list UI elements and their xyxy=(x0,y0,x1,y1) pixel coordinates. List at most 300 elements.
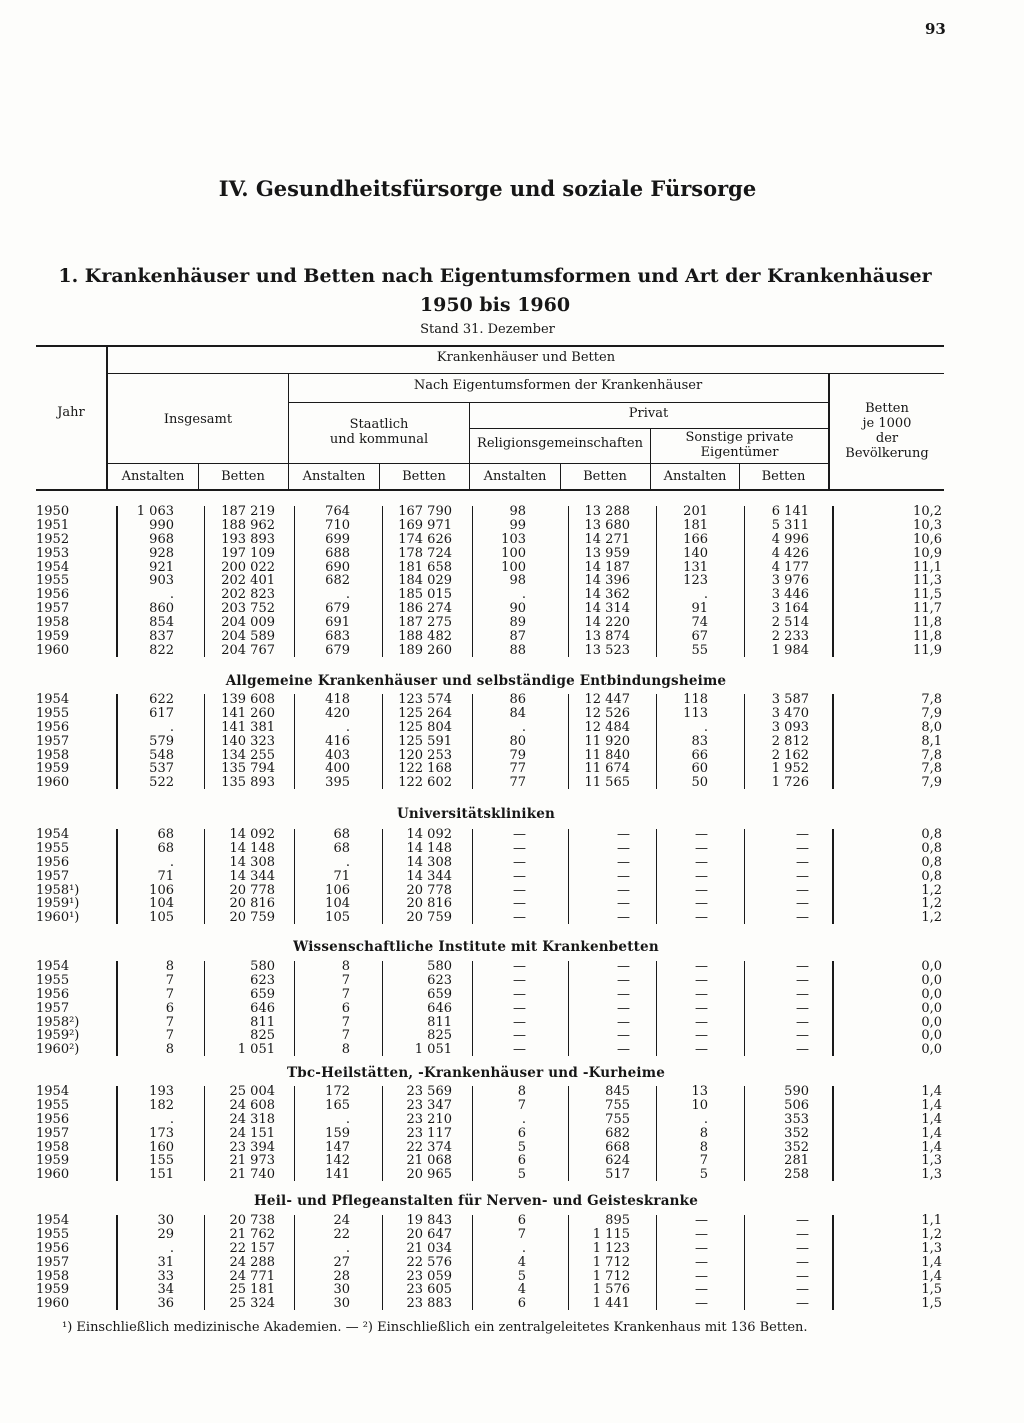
column-divider xyxy=(832,829,834,924)
cell-anstalten-staatlich: 7 xyxy=(341,1014,350,1030)
header-jahr: Jahr xyxy=(57,405,85,420)
cell-year: 1958¹) xyxy=(36,882,80,898)
cell-anstalten-religion: 4 xyxy=(517,1254,526,1270)
cell-betten-sonstige: — xyxy=(796,840,809,856)
cell-betten-staatlich: 169 971 xyxy=(398,517,452,533)
cell-betten-staatlich: 20 816 xyxy=(406,896,452,912)
cell-anstalten-religion: — xyxy=(513,1000,526,1016)
cell-betten-staatlich: 122 168 xyxy=(398,761,452,777)
header-rule xyxy=(289,402,828,403)
cell-betten-je-1000: 0,0 xyxy=(921,1014,942,1030)
cell-anstalten-sonstige: — xyxy=(695,827,708,842)
cell-betten-sonstige: 2 514 xyxy=(771,615,809,631)
column-divider xyxy=(116,1086,118,1181)
cell-betten-staatlich: 14 344 xyxy=(406,868,452,884)
cell-year: 1954 xyxy=(36,827,70,842)
header-anstalten: Anstalten xyxy=(121,469,185,484)
cell-anstalten-sonstige: — xyxy=(695,854,708,870)
cell-betten-insgesamt: 187 219 xyxy=(221,504,275,519)
cell-anstalten-religion: 87 xyxy=(509,629,526,645)
cell-betten-insgesamt: 14 148 xyxy=(229,840,275,856)
cell-anstalten-sonstige: 166 xyxy=(683,531,708,547)
cell-betten-je-1000: 10,3 xyxy=(913,517,942,533)
cell-betten-sonstige: 5 311 xyxy=(771,517,809,533)
header-betten: Betten xyxy=(221,469,265,484)
cell-betten-insgesamt: 134 255 xyxy=(221,747,275,763)
cell-anstalten-insgesamt: 548 xyxy=(149,747,174,763)
cell-betten-sonstige: — xyxy=(796,1296,809,1312)
cell-betten-je-1000: 0,0 xyxy=(921,1042,942,1058)
cell-betten-religion: 11 840 xyxy=(584,747,630,763)
cell-betten-staatlich: 185 015 xyxy=(398,587,452,603)
cell-anstalten-sonstige: . xyxy=(703,587,708,603)
cell-anstalten-insgesamt: 622 xyxy=(149,692,174,707)
cell-betten-insgesamt: 24 771 xyxy=(229,1268,275,1284)
cell-betten-religion: — xyxy=(617,972,630,988)
cell-anstalten-sonstige: 50 xyxy=(691,775,708,791)
cell-anstalten-religion: 8 xyxy=(517,1084,526,1099)
footnote: ¹) Einschließlich medizinische Akademien. — ²) Einschließlich ein zentralgeleitetes Krankenhaus mit 136 Betten. xyxy=(62,1320,808,1335)
cell-anstalten-staatlich: 68 xyxy=(333,827,350,842)
cell-year: 1959¹) xyxy=(36,896,80,912)
column-divider xyxy=(294,961,295,1056)
cell-anstalten-insgesamt: 1 063 xyxy=(136,504,174,519)
cell-betten-sonstige: — xyxy=(796,854,809,870)
cell-betten-religion: 11 920 xyxy=(584,733,630,749)
cell-betten-staatlich: 174 626 xyxy=(398,531,452,547)
cell-betten-insgesamt: 204 589 xyxy=(221,629,275,645)
cell-anstalten-religion: 89 xyxy=(509,615,526,631)
cell-betten-staatlich: 120 253 xyxy=(398,747,452,763)
cell-betten-religion: 12 526 xyxy=(584,705,630,721)
cell-betten-staatlich: 122 602 xyxy=(398,775,452,791)
cell-betten-insgesamt: 623 xyxy=(250,972,275,988)
cell-betten-staatlich: 23 883 xyxy=(406,1296,452,1312)
column-divider xyxy=(382,694,383,789)
cell-anstalten-sonstige: — xyxy=(695,882,708,898)
cell-betten-je-1000: 0,0 xyxy=(921,959,942,974)
section-title: Universitätskliniken xyxy=(396,806,556,822)
header-top-rule xyxy=(36,345,944,347)
cell-anstalten-insgesamt: 104 xyxy=(149,896,174,912)
column-divider xyxy=(744,1086,745,1181)
header-betten-je-line4: Bevölkerung xyxy=(845,446,929,461)
cell-betten-insgesamt: 659 xyxy=(250,986,275,1002)
cell-betten-religion: 624 xyxy=(605,1153,630,1169)
cell-anstalten-sonstige: — xyxy=(695,1213,708,1228)
cell-anstalten-sonstige: 140 xyxy=(683,545,708,561)
header-nach-eigentumsformen: Nach Eigentumsformen der Krankenhäuser xyxy=(413,378,703,393)
cell-year: 1955 xyxy=(36,840,70,856)
cell-betten-religion: 668 xyxy=(605,1139,630,1155)
cell-anstalten-insgesamt: 8 xyxy=(165,959,174,974)
cell-betten-je-1000: 1,2 xyxy=(921,910,942,926)
cell-year: 1955 xyxy=(36,972,70,988)
cell-betten-je-1000: 1,2 xyxy=(921,882,942,898)
cell-anstalten-staatlich: 416 xyxy=(325,733,350,749)
cell-anstalten-religion: — xyxy=(513,840,526,856)
cell-betten-insgesamt: 24 288 xyxy=(229,1254,275,1270)
column-divider xyxy=(656,961,657,1056)
cell-betten-je-1000: 0,0 xyxy=(921,986,942,1002)
cell-betten-insgesamt: 21 973 xyxy=(229,1153,275,1169)
cell-anstalten-sonstige: — xyxy=(695,1014,708,1030)
cell-betten-insgesamt: 197 109 xyxy=(221,545,275,561)
cell-betten-staatlich: 1 051 xyxy=(414,1042,452,1058)
cell-anstalten-sonstige: — xyxy=(695,1296,708,1312)
cell-anstalten-sonstige: 7 xyxy=(699,1153,708,1169)
cell-betten-je-1000: 1,4 xyxy=(921,1268,942,1284)
cell-anstalten-staatlich: . xyxy=(345,587,350,603)
cell-betten-je-1000: 0,8 xyxy=(921,840,942,856)
cell-anstalten-sonstige: . xyxy=(703,1111,708,1127)
cell-anstalten-sonstige: 118 xyxy=(683,692,708,707)
cell-anstalten-insgesamt: 33 xyxy=(157,1268,174,1284)
cell-anstalten-staatlich: 679 xyxy=(325,601,350,617)
cell-betten-religion: — xyxy=(617,840,630,856)
column-divider xyxy=(744,961,745,1056)
cell-anstalten-religion: — xyxy=(513,882,526,898)
cell-year: 1958²) xyxy=(36,1014,80,1030)
cell-anstalten-sonstige: 8 xyxy=(699,1125,708,1141)
column-divider xyxy=(382,829,383,924)
cell-betten-staatlich: 20 965 xyxy=(406,1167,452,1183)
cell-betten-sonstige: 258 xyxy=(784,1167,809,1183)
header-staatlich-line2: und kommunal xyxy=(329,432,429,447)
header-religion: Religionsgemeinschaften xyxy=(477,436,643,451)
cell-anstalten-religion: — xyxy=(513,1014,526,1030)
cell-anstalten-religion: 6 xyxy=(517,1213,526,1228)
cell-betten-insgesamt: 20 738 xyxy=(229,1213,275,1228)
cell-betten-insgesamt: 811 xyxy=(250,1014,275,1030)
cell-anstalten-religion: 7 xyxy=(517,1226,526,1242)
cell-anstalten-religion: 100 xyxy=(501,545,526,561)
cell-betten-staatlich: 811 xyxy=(427,1014,452,1030)
cell-betten-je-1000: 10,9 xyxy=(913,545,942,561)
cell-anstalten-insgesamt: 29 xyxy=(157,1226,174,1242)
cell-betten-staatlich: 187 275 xyxy=(398,615,452,631)
cell-betten-je-1000: 1,1 xyxy=(921,1213,942,1228)
cell-betten-religion: 12 447 xyxy=(584,692,630,707)
cell-betten-staatlich: 20 778 xyxy=(406,882,452,898)
cell-betten-sonstige: 352 xyxy=(784,1139,809,1155)
cell-year: 1959²) xyxy=(36,1028,80,1044)
cell-betten-religion: — xyxy=(617,1014,630,1030)
cell-year: 1960 xyxy=(36,1296,70,1312)
column-divider xyxy=(656,694,657,789)
cell-betten-sonstige: 2 812 xyxy=(771,733,809,749)
cell-anstalten-insgesamt: 968 xyxy=(149,531,174,547)
cell-betten-insgesamt: 825 xyxy=(250,1028,275,1044)
cell-betten-je-1000: 0,8 xyxy=(921,868,942,884)
cell-betten-religion: — xyxy=(617,896,630,912)
cell-anstalten-insgesamt: . xyxy=(169,587,174,603)
cell-anstalten-sonstige: — xyxy=(695,1042,708,1058)
header-betten-je-line1: Betten xyxy=(865,401,909,416)
cell-betten-sonstige: — xyxy=(796,959,809,974)
cell-betten-religion: 1 712 xyxy=(592,1254,630,1270)
cell-anstalten-staatlich: 147 xyxy=(325,1139,350,1155)
cell-betten-staatlich: 20 759 xyxy=(406,910,452,926)
cell-anstalten-insgesamt: 30 xyxy=(157,1213,174,1228)
cell-anstalten-staatlich: 710 xyxy=(325,517,350,533)
cell-betten-religion: 13 874 xyxy=(584,629,630,645)
cell-betten-religion: 682 xyxy=(605,1125,630,1141)
cell-betten-staatlich: 14 148 xyxy=(406,840,452,856)
cell-anstalten-sonstige: 8 xyxy=(699,1139,708,1155)
cell-betten-insgesamt: 204 767 xyxy=(221,642,275,658)
cell-betten-sonstige: — xyxy=(796,1014,809,1030)
cell-betten-je-1000: 10,2 xyxy=(913,504,942,519)
cell-anstalten-religion: 7 xyxy=(517,1097,526,1113)
header-anstalten: Anstalten xyxy=(483,469,547,484)
cell-anstalten-religion: 5 xyxy=(517,1167,526,1183)
cell-betten-sonstige: — xyxy=(796,896,809,912)
cell-betten-staatlich: 23 210 xyxy=(406,1111,452,1127)
cell-anstalten-religion: — xyxy=(513,972,526,988)
cell-year: 1951 xyxy=(36,517,70,533)
cell-betten-staatlich: 14 092 xyxy=(406,827,452,842)
cell-year: 1959 xyxy=(36,1282,70,1298)
cell-year: 1960 xyxy=(36,1167,70,1183)
cell-betten-staatlich: 23 605 xyxy=(406,1282,452,1298)
cell-betten-insgesamt: 22 157 xyxy=(229,1240,275,1256)
cell-betten-insgesamt: 135 893 xyxy=(221,775,275,791)
table-title xyxy=(0,262,990,320)
cell-anstalten-staatlich: 420 xyxy=(325,705,350,721)
cell-anstalten-religion: — xyxy=(513,1028,526,1044)
cell-year: 1960¹) xyxy=(36,910,80,926)
cell-anstalten-insgesamt: 854 xyxy=(149,615,174,631)
cell-betten-religion: 1 576 xyxy=(592,1282,630,1298)
column-divider xyxy=(656,829,657,924)
cell-betten-religion: 14 396 xyxy=(584,573,630,589)
cell-year: 1958 xyxy=(36,615,70,631)
cell-betten-sonstige: 4 426 xyxy=(771,545,809,561)
cell-betten-staatlich: 659 xyxy=(427,986,452,1002)
cell-anstalten-religion: — xyxy=(513,896,526,912)
cell-anstalten-religion: . xyxy=(521,719,526,735)
cell-betten-je-1000: 7,8 xyxy=(921,692,942,707)
cell-anstalten-religion: 90 xyxy=(509,601,526,617)
cell-betten-staatlich: 125 591 xyxy=(398,733,452,749)
header-sonstige xyxy=(651,430,828,460)
cell-betten-insgesamt: 14 092 xyxy=(229,827,275,842)
cell-betten-sonstige: 1 952 xyxy=(771,761,809,777)
cell-anstalten-insgesamt: 68 xyxy=(157,840,174,856)
cell-year: 1954 xyxy=(36,559,70,575)
cell-anstalten-insgesamt: 68 xyxy=(157,827,174,842)
cell-betten-je-1000: 7,8 xyxy=(921,761,942,777)
cell-betten-staatlich: 580 xyxy=(427,959,452,974)
column-divider xyxy=(472,829,473,924)
column-divider xyxy=(472,694,473,789)
chapter-title: IV. Gesundheitsfürsorge und soziale Fürsorge xyxy=(218,176,757,201)
cell-anstalten-religion: 6 xyxy=(517,1125,526,1141)
cell-anstalten-insgesamt: 151 xyxy=(149,1167,174,1183)
column-divider xyxy=(832,506,834,657)
cell-anstalten-staatlich: 690 xyxy=(325,559,350,575)
cell-anstalten-staatlich: 682 xyxy=(325,573,350,589)
cell-betten-je-1000: 1,4 xyxy=(921,1111,942,1127)
column-divider xyxy=(204,506,205,657)
cell-betten-insgesamt: 139 608 xyxy=(221,692,275,707)
cell-betten-staatlich: 23 117 xyxy=(406,1125,452,1141)
cell-anstalten-insgesamt: 522 xyxy=(149,775,174,791)
cell-betten-insgesamt: 14 344 xyxy=(229,868,275,884)
column-divider xyxy=(116,506,118,657)
cell-anstalten-insgesamt: 822 xyxy=(149,642,174,658)
column-divider xyxy=(204,1215,205,1310)
column-divider xyxy=(294,506,295,657)
cell-betten-je-1000: 1,4 xyxy=(921,1125,942,1141)
cell-betten-sonstige: — xyxy=(796,882,809,898)
cell-year: 1956 xyxy=(36,986,70,1002)
cell-betten-sonstige: 3 093 xyxy=(771,719,809,735)
column-divider xyxy=(382,961,383,1056)
cell-anstalten-sonstige: 10 xyxy=(691,1097,708,1113)
cell-anstalten-religion: 80 xyxy=(509,733,526,749)
cell-betten-religion: 13 959 xyxy=(584,545,630,561)
cell-anstalten-religion: 5 xyxy=(517,1268,526,1284)
cell-anstalten-religion: 6 xyxy=(517,1296,526,1312)
cell-anstalten-sonstige: 60 xyxy=(691,761,708,777)
cell-betten-je-1000: 1,4 xyxy=(921,1084,942,1099)
cell-betten-religion: 1 441 xyxy=(592,1296,630,1312)
cell-betten-je-1000: 0,0 xyxy=(921,1000,942,1016)
cell-betten-insgesamt: 25 004 xyxy=(229,1084,275,1099)
column-divider xyxy=(832,694,834,789)
column-divider xyxy=(472,961,473,1056)
cell-betten-insgesamt: 200 022 xyxy=(221,559,275,575)
header-staatlich-line1: Staatlich xyxy=(349,417,409,432)
cell-betten-insgesamt: 20 759 xyxy=(229,910,275,926)
column-divider xyxy=(382,1086,383,1181)
cell-year: 1955 xyxy=(36,573,70,589)
cell-betten-insgesamt: 202 401 xyxy=(221,573,275,589)
cell-anstalten-sonstige: — xyxy=(695,840,708,856)
cell-anstalten-insgesamt: 579 xyxy=(149,733,174,749)
cell-anstalten-staatlich: 27 xyxy=(333,1254,350,1270)
cell-betten-religion: 755 xyxy=(605,1097,630,1113)
cell-year: 1956 xyxy=(36,1240,70,1256)
cell-betten-religion: — xyxy=(617,882,630,898)
cell-betten-insgesamt: 203 752 xyxy=(221,601,275,617)
cell-anstalten-staatlich: 104 xyxy=(325,896,350,912)
cell-anstalten-staatlich: 764 xyxy=(325,504,350,519)
cell-year: 1958 xyxy=(36,1268,70,1284)
column-divider xyxy=(568,1086,569,1181)
cell-anstalten-insgesamt: 928 xyxy=(149,545,174,561)
column-divider xyxy=(568,829,569,924)
cell-anstalten-staatlich: . xyxy=(345,854,350,870)
cell-year: 1959 xyxy=(36,629,70,645)
cell-anstalten-religion: 4 xyxy=(517,1282,526,1298)
cell-anstalten-sonstige: 123 xyxy=(683,573,708,589)
cell-betten-sonstige: 506 xyxy=(784,1097,809,1113)
cell-betten-sonstige: — xyxy=(796,1268,809,1284)
cell-betten-sonstige: 3 587 xyxy=(771,692,809,707)
cell-year: 1955 xyxy=(36,1097,70,1113)
cell-betten-je-1000: 10,6 xyxy=(913,531,942,547)
column-divider xyxy=(116,1215,118,1310)
cell-betten-insgesamt: 202 823 xyxy=(221,587,275,603)
cell-anstalten-insgesamt: 7 xyxy=(165,1014,174,1030)
cell-anstalten-insgesamt: 7 xyxy=(165,986,174,1002)
column-divider xyxy=(656,1086,657,1181)
cell-anstalten-insgesamt: 7 xyxy=(165,1028,174,1044)
cell-anstalten-insgesamt: 921 xyxy=(149,559,174,575)
cell-anstalten-religion: — xyxy=(513,827,526,842)
column-divider xyxy=(294,829,295,924)
cell-betten-sonstige: 1 984 xyxy=(771,642,809,658)
cell-anstalten-staatlich: 400 xyxy=(325,761,350,777)
cell-anstalten-staatlich: 7 xyxy=(341,1028,350,1044)
cell-anstalten-sonstige: — xyxy=(695,1268,708,1284)
cell-anstalten-insgesamt: 106 xyxy=(149,882,174,898)
section-title: Heil- und Pflegeanstalten für Nerven- und Geisteskranke xyxy=(253,1193,699,1209)
cell-anstalten-religion: . xyxy=(521,1111,526,1127)
cell-year: 1954 xyxy=(36,959,70,974)
cell-betten-sonstige: — xyxy=(796,1240,809,1256)
column-divider xyxy=(568,694,569,789)
cell-anstalten-sonstige: — xyxy=(695,986,708,1002)
cell-anstalten-religion: 86 xyxy=(509,692,526,707)
cell-betten-religion: — xyxy=(617,1042,630,1058)
cell-anstalten-insgesamt: 6 xyxy=(165,1000,174,1016)
cell-betten-je-1000: 11,1 xyxy=(913,559,942,575)
page-number: 93 xyxy=(925,20,946,38)
cell-betten-staatlich: 22 576 xyxy=(406,1254,452,1270)
cell-anstalten-sonstige: 66 xyxy=(691,747,708,763)
cell-anstalten-sonstige: — xyxy=(695,910,708,926)
cell-anstalten-staatlich: 699 xyxy=(325,531,350,547)
cell-betten-sonstige: 3 164 xyxy=(771,601,809,617)
cell-betten-sonstige: 3 446 xyxy=(771,587,809,603)
cell-anstalten-religion: 98 xyxy=(509,573,526,589)
cell-betten-je-1000: 1,3 xyxy=(921,1153,942,1169)
cell-anstalten-religion: . xyxy=(521,587,526,603)
cell-anstalten-staatlich: 24 xyxy=(333,1213,350,1228)
cell-anstalten-staatlich: 30 xyxy=(333,1296,350,1312)
cell-anstalten-sonstige: — xyxy=(695,1000,708,1016)
cell-anstalten-religion: 77 xyxy=(509,775,526,791)
cell-year: 1954 xyxy=(36,692,70,707)
cell-anstalten-sonstige: 113 xyxy=(683,705,708,721)
cell-betten-religion: — xyxy=(617,854,630,870)
cell-anstalten-sonstige: 91 xyxy=(691,601,708,617)
cell-anstalten-religion: 103 xyxy=(501,531,526,547)
column-divider xyxy=(294,1086,295,1181)
cell-betten-je-1000: 0,8 xyxy=(921,854,942,870)
header-betten: Betten xyxy=(583,469,627,484)
cell-betten-staatlich: 181 658 xyxy=(398,559,452,575)
column-divider xyxy=(116,829,118,924)
section-title: Allgemeine Krankenhäuser und selbständige Entbindungsheime xyxy=(225,673,727,689)
cell-betten-je-1000: 1,4 xyxy=(921,1254,942,1270)
cell-year: 1956 xyxy=(36,719,70,735)
cell-anstalten-staatlich: 30 xyxy=(333,1282,350,1298)
header-insgesamt: Insgesamt xyxy=(163,412,233,427)
cell-year: 1960²) xyxy=(36,1042,80,1058)
cell-anstalten-staatlich: 159 xyxy=(325,1125,350,1141)
cell-betten-sonstige: — xyxy=(796,1254,809,1270)
cell-anstalten-insgesamt: 837 xyxy=(149,629,174,645)
cell-anstalten-religion: . xyxy=(521,1240,526,1256)
cell-betten-staatlich: 125 264 xyxy=(398,705,452,721)
cell-anstalten-sonstige: 181 xyxy=(683,517,708,533)
cell-anstalten-religion: — xyxy=(513,854,526,870)
